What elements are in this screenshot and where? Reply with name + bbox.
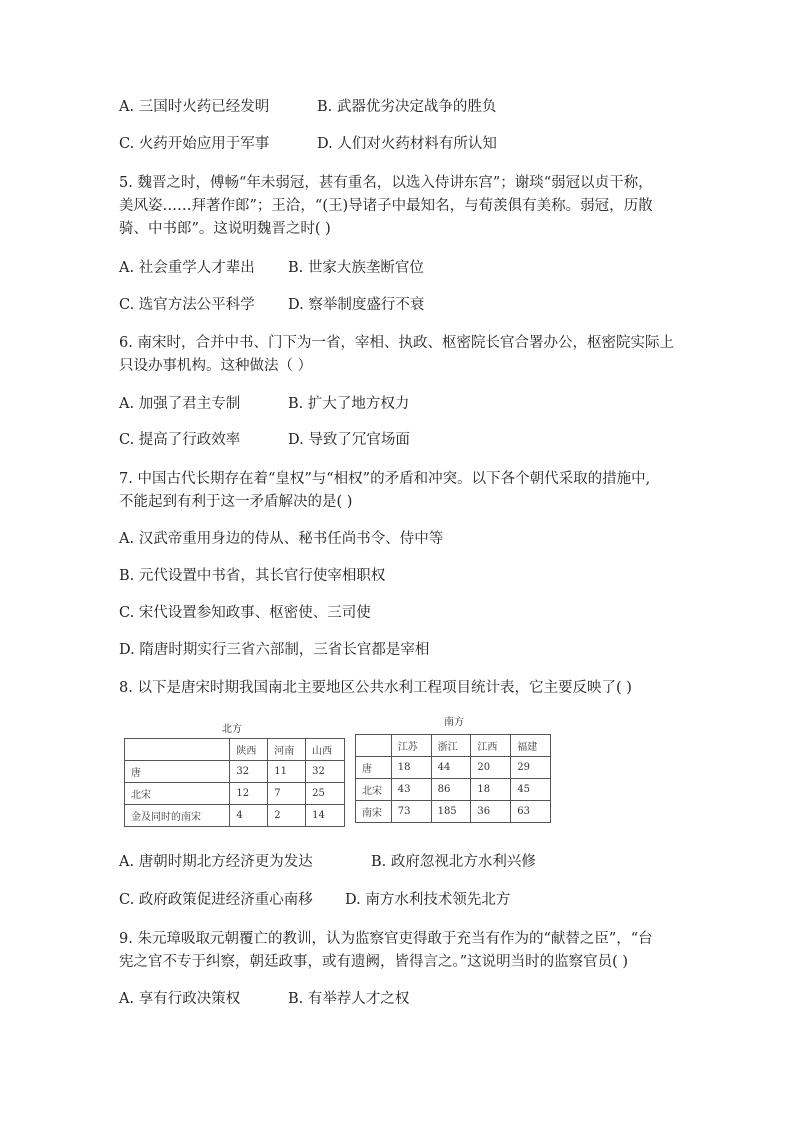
table-cell: 北宋 (356, 779, 392, 801)
q4-option-d: D. 人们对火药材料有所认知 (317, 136, 497, 152)
q5-option-b: B. 世家大族垄断官位 (288, 260, 424, 276)
table-cell: 43 (391, 779, 431, 801)
table-cell: 北宋 (125, 783, 230, 805)
q9-option-a: A. 享有行政决策权 (119, 991, 241, 1007)
table-cell: 2 (268, 805, 306, 827)
table-row (125, 805, 345, 827)
q8-stem: 8. 以下是唐宋时期我国南北主要地区公共水利工程项目统计表，它主要反映了( ) (119, 680, 632, 696)
table-cell: 7 (268, 783, 306, 805)
table-cell: 36 (471, 801, 511, 823)
table-cell: 山西 (306, 739, 345, 761)
q5-stem-line3: 骑、中书郎”。这说明魏晋之时( ) (119, 221, 331, 237)
q4-option-b: B. 武器优劣决定战争的胜负 (317, 99, 497, 115)
south-table-caption: 南方 (444, 717, 464, 728)
table-cell: 唐 (356, 757, 392, 779)
table-cell: 14 (306, 805, 345, 827)
table-cell: 南宋 (356, 801, 392, 823)
table-cell: 河南 (268, 739, 306, 761)
q6-option-a: A. 加强了君主专制 (119, 396, 241, 412)
q6-option-b: B. 扩大了地方权力 (288, 396, 410, 412)
north-table-caption: 北方 (222, 724, 242, 735)
table-cell: 4 (230, 805, 268, 827)
table-cell: 18 (471, 779, 511, 801)
q7-stem-line2: 不能起到有利于这一矛盾解决的是( ) (119, 494, 353, 510)
table-cell (125, 739, 230, 761)
q9-stem-line2: 宪之官不专于纠察，朝廷政事，或有遗阙，皆得言之。”这说明当时的监察官员( ) (119, 954, 629, 970)
q8-option-c: C. 政府政策促进经济重心南移 (119, 892, 313, 908)
table-cell: 63 (511, 801, 551, 823)
q8-option-b: B. 政府忽视北方水利兴修 (371, 854, 536, 870)
table-cell: 11 (268, 761, 306, 783)
q4-option-a: A. 三国时火药已经发明 (119, 99, 270, 115)
table-cell (356, 735, 392, 757)
table-row (356, 757, 551, 779)
table-row (356, 801, 551, 823)
table-cell: 陕西 (230, 739, 268, 761)
q6-option-c: C. 提高了行政效率 (119, 432, 241, 448)
q6-stem-line1: 6. 南宋时，合并中书、门下为一省，宰相、执政、枢密院长官合署办公，枢密院实际上 (119, 335, 674, 351)
table-cell: 金及同时的南宋 (125, 805, 230, 827)
table-cell: 福建 (511, 735, 551, 757)
table-cell: 29 (511, 757, 551, 779)
table-cell: 45 (511, 779, 551, 801)
table-cell: 浙江 (431, 735, 471, 757)
q5-option-a: A. 社会重学人才辈出 (119, 260, 255, 276)
north-water-table (124, 738, 345, 827)
q7-option-a: A. 汉武帝重用身边的侍从、秘书任尚书令、侍中等 (119, 531, 444, 547)
q6-option-d: D. 导致了冗官场面 (288, 432, 410, 448)
q9-stem-line1: 9. 朱元璋吸取元朝覆亡的教训，认为监察官吏得敢于充当有作为的“献替之臣”，“台 (119, 931, 653, 947)
table-header-row (125, 739, 345, 761)
q7-option-c: C. 宋代设置参知政事、枢密使、三司使 (119, 605, 371, 621)
table-cell: 20 (471, 757, 511, 779)
q7-option-d: D. 隋唐时期实行三省六部制，三省长官都是宰相 (119, 642, 430, 658)
table-cell: 12 (230, 783, 268, 805)
q5-option-d: D. 察举制度盛行不衰 (288, 297, 425, 313)
table-cell: 73 (391, 801, 431, 823)
table-cell: 江西 (471, 735, 511, 757)
q5-stem-line2: 美风姿……拜著作郎”；王洽，“(王)导诸子中最知名，与荀羡俱有美称。弱冠，历散 (119, 198, 653, 214)
q5-option-c: C. 选官方法公平科学 (119, 297, 255, 313)
table-cell: 44 (431, 757, 471, 779)
q7-option-b: B. 元代设置中书省，其长官行使宰相职权 (119, 568, 386, 584)
table-cell: 32 (230, 761, 268, 783)
table-cell: 18 (391, 757, 431, 779)
table-header-row (356, 735, 551, 757)
q7-stem-line1: 7. 中国古代长期存在着“皇权”与“相权”的矛盾和冲突。以下各个朝代采取的措施中, (119, 471, 651, 487)
q8-option-a: A. 唐朝时期北方经济更为发达 (119, 854, 313, 870)
q8-option-d: D. 南方水利技术领先北方 (345, 892, 511, 908)
q5-stem-line1: 5. 魏晋之时，傅畅“年未弱冠，甚有重名，以选入侍讲东宫”；谢琰“弱冠以贞干称， (119, 175, 653, 191)
table-row (125, 761, 345, 783)
q6-stem-line2: 只设办事机构。这种做法（ ） (119, 358, 313, 374)
q9-option-b: B. 有举荐人才之权 (288, 991, 410, 1007)
table-cell: 185 (431, 801, 471, 823)
table-cell: 唐 (125, 761, 230, 783)
table-row (125, 783, 345, 805)
table-row (356, 779, 551, 801)
q4-option-c: C. 火药开始应用于军事 (119, 136, 270, 152)
table-cell: 32 (306, 761, 345, 783)
south-water-table (355, 734, 551, 823)
table-cell: 86 (431, 779, 471, 801)
table-cell: 江苏 (391, 735, 431, 757)
table-cell: 25 (306, 783, 345, 805)
